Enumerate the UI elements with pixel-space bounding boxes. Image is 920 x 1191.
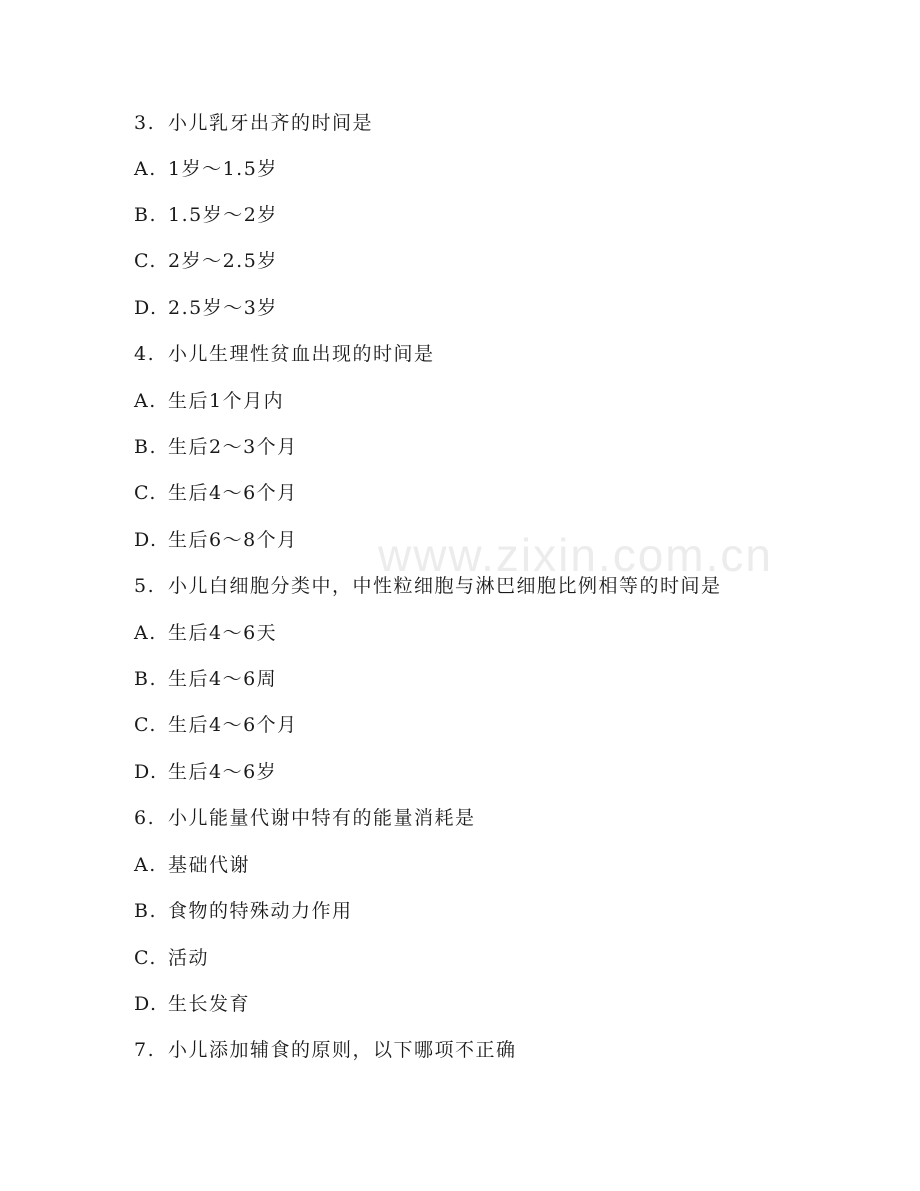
option-text: 生后4～6天: [168, 622, 278, 644]
option-a: [134, 154, 278, 184]
option-c: [134, 710, 298, 740]
question-4: [134, 339, 435, 369]
watermark: www.zixin.com.cn: [378, 529, 773, 581]
option-label: D.: [134, 297, 158, 319]
option-d: [134, 757, 277, 787]
question-number: 6.: [134, 807, 156, 829]
option-label: A.: [134, 854, 157, 876]
option-text: 基础代谢: [168, 854, 251, 876]
option-text: 活动: [168, 947, 210, 969]
option-b: [134, 432, 298, 462]
question-text: 小儿乳牙出齐的时间是: [168, 112, 374, 134]
question-text: 小儿添加辅食的原则，以下哪项不正确: [168, 1039, 517, 1061]
option-label: A.: [134, 390, 157, 412]
option-text: 食物的特殊动力作用: [168, 900, 353, 922]
option-d: [134, 989, 250, 1019]
question-number: 7.: [134, 1039, 156, 1061]
option-d: [134, 525, 298, 555]
option-text: 2.5岁～3岁: [168, 297, 278, 319]
question-text: 小儿白细胞分类中，中性粒细胞与淋巴细胞比例相等的时间是: [168, 575, 722, 597]
option-c: [134, 943, 209, 973]
option-a: [134, 618, 277, 648]
option-label: C.: [134, 482, 157, 504]
option-a: [134, 850, 250, 880]
question-number: 4.: [134, 343, 156, 365]
option-label: D.: [134, 529, 158, 551]
option-text: 生长发育: [168, 993, 251, 1015]
option-text: 生后2～3个月: [168, 436, 298, 458]
option-b: [134, 200, 278, 230]
option-label: B.: [134, 900, 158, 922]
option-text: 生后4～6岁: [168, 761, 278, 783]
question-text: 小儿能量代谢中特有的能量消耗是: [168, 807, 476, 829]
option-label: C.: [134, 947, 157, 969]
question-3: [134, 108, 373, 138]
question-number: 3.: [134, 112, 156, 134]
question-6: [134, 803, 476, 833]
option-label: B.: [134, 668, 158, 690]
option-text: 生后6～8个月: [168, 529, 298, 551]
option-text: 生后1个月内: [168, 390, 285, 412]
question-text: 小儿生理性贫血出现的时间是: [168, 343, 435, 365]
option-a: [134, 386, 284, 416]
question-5: [134, 571, 722, 601]
option-c: [134, 246, 278, 276]
option-c: [134, 478, 298, 508]
option-text: 1.5岁～2岁: [168, 204, 278, 226]
option-label: B.: [134, 436, 158, 458]
option-text: 生后4～6周: [168, 668, 278, 690]
option-label: D.: [134, 761, 158, 783]
option-b: [134, 896, 353, 926]
option-label: A.: [134, 158, 157, 180]
question-number: 5.: [134, 575, 156, 597]
option-text: 生后4～6个月: [168, 714, 298, 736]
option-label: B.: [134, 204, 158, 226]
option-b: [134, 664, 277, 694]
question-7: [134, 1035, 517, 1065]
option-text: 1岁～1.5岁: [168, 158, 278, 180]
option-d: [134, 293, 278, 323]
option-label: D.: [134, 993, 158, 1015]
option-text: 生后4～6个月: [168, 482, 298, 504]
option-label: C.: [134, 250, 157, 272]
option-label: A.: [134, 622, 157, 644]
option-text: 2岁～2.5岁: [168, 250, 278, 272]
option-label: C.: [134, 714, 157, 736]
